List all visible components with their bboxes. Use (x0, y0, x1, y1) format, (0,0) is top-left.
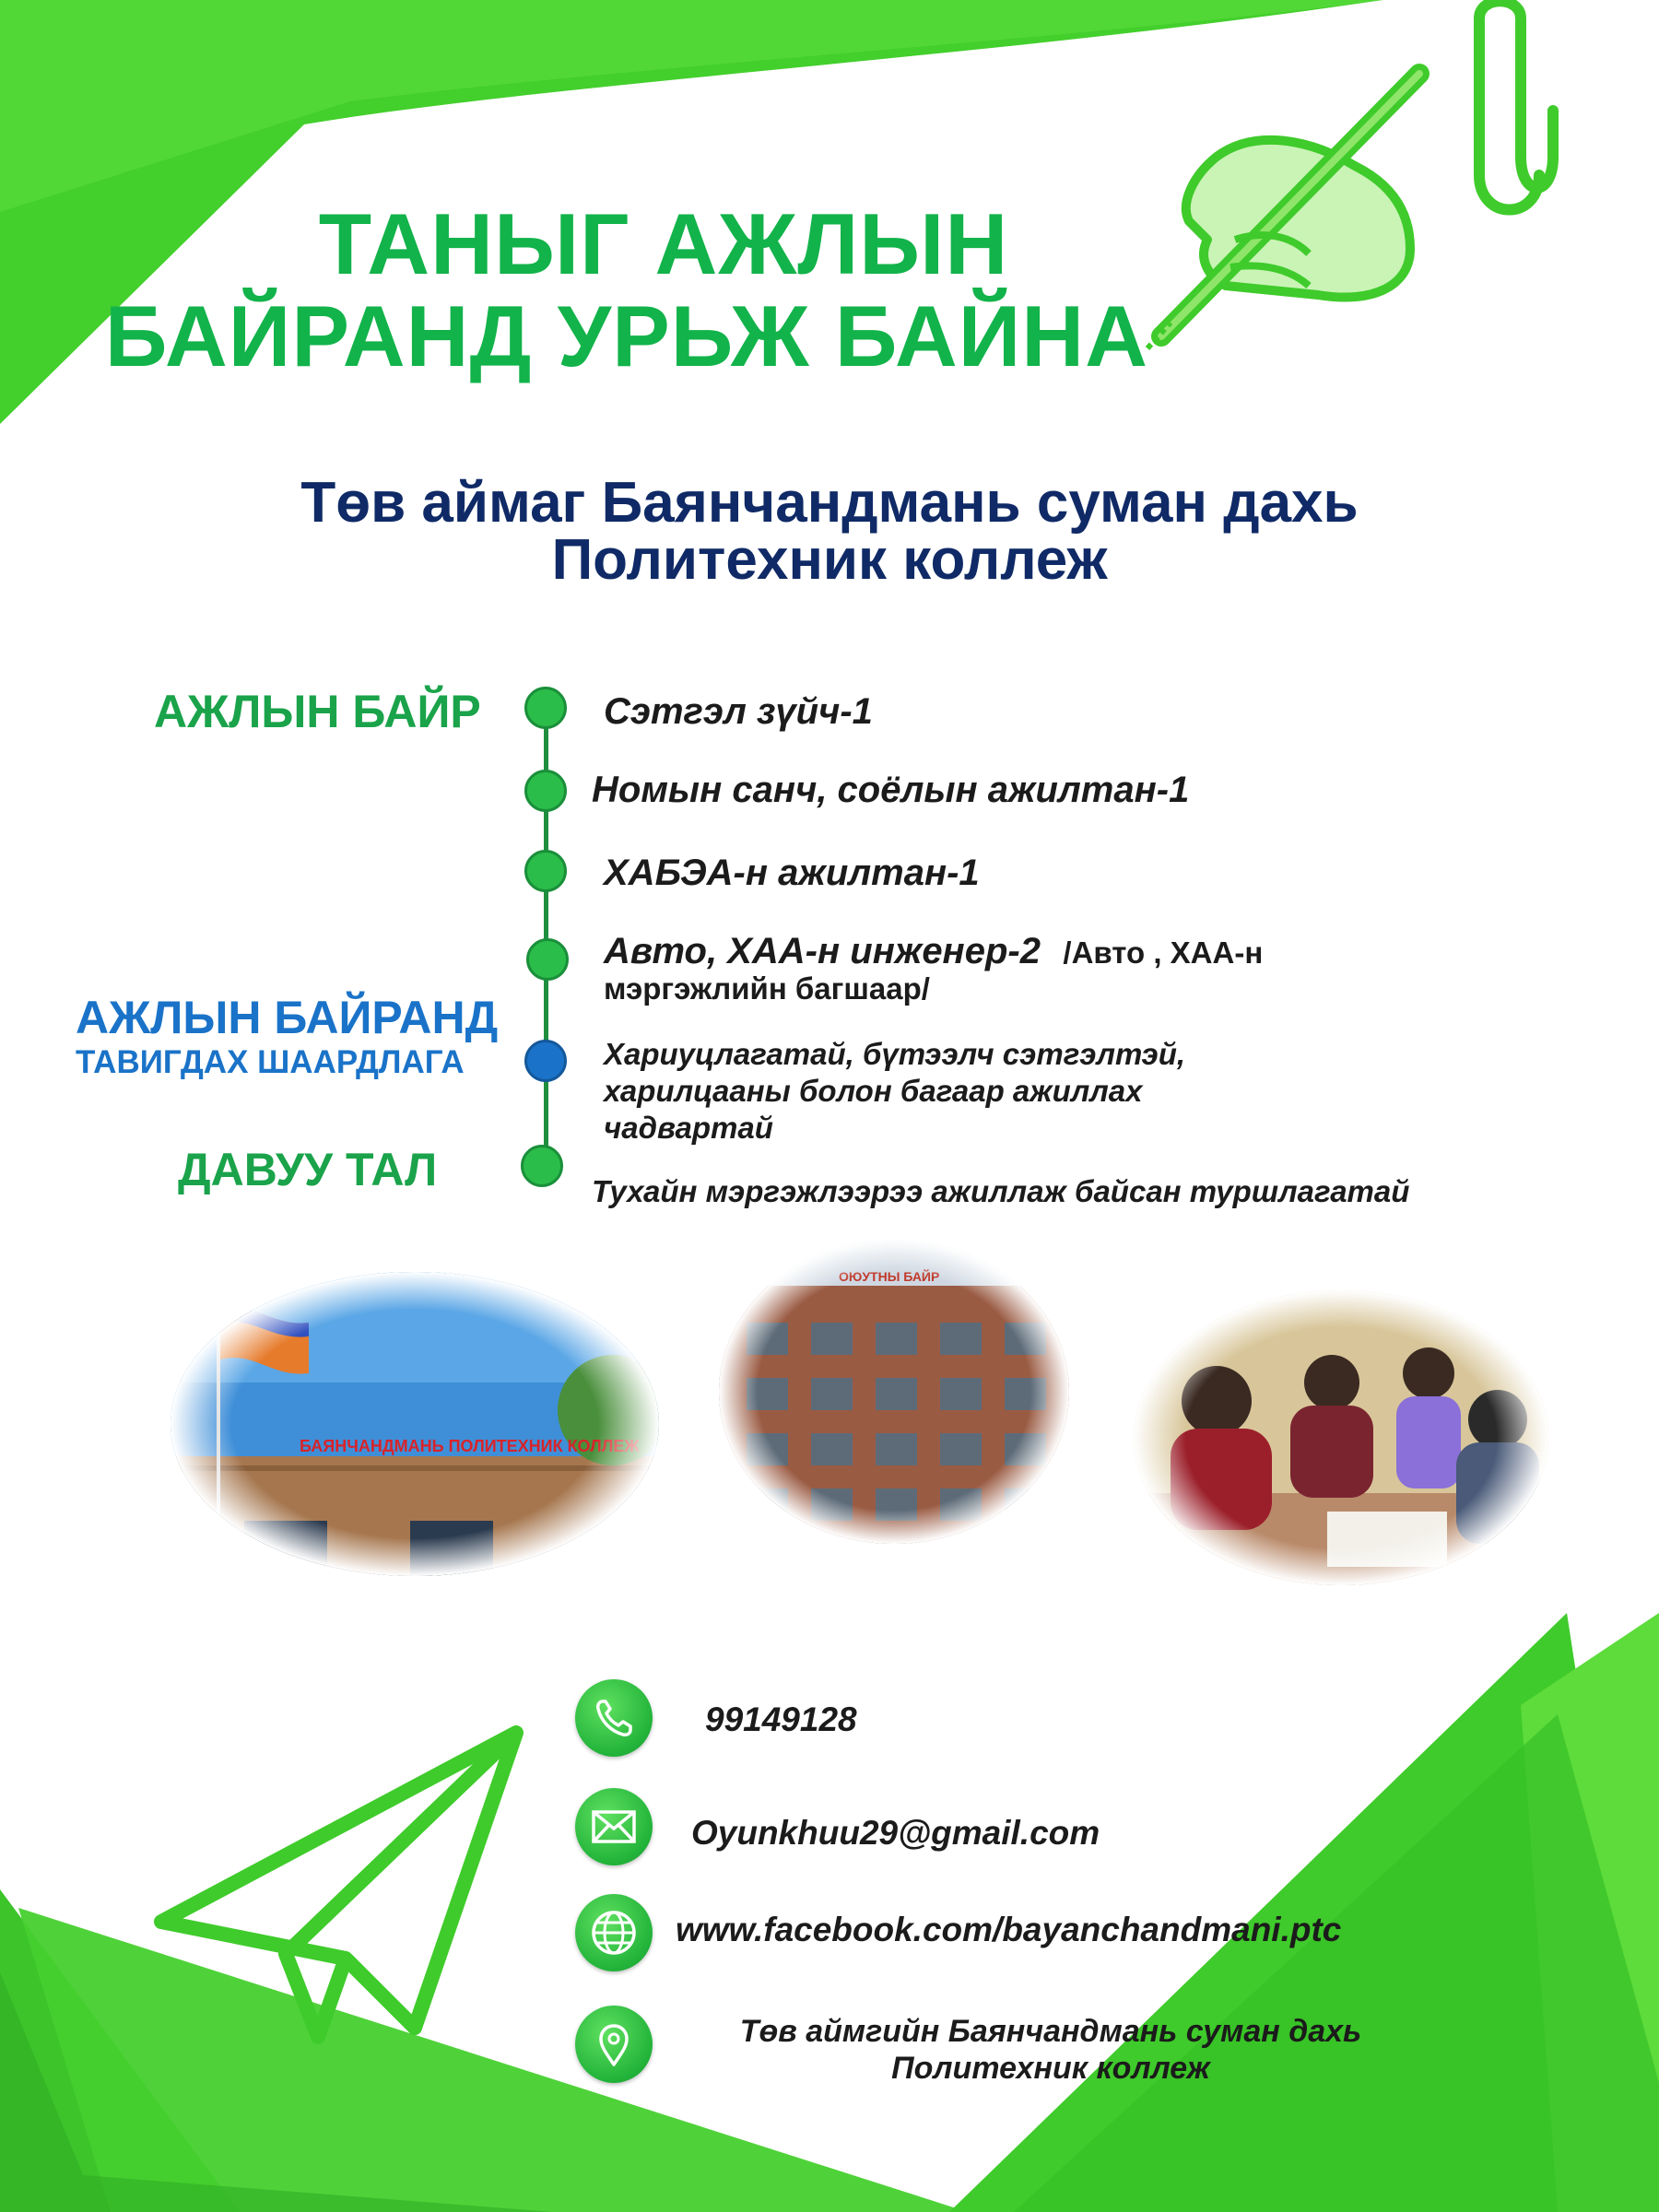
engineer-main: Авто, ХАА-н инженер-2 (604, 931, 1041, 971)
timeline-dot (524, 687, 567, 729)
college-building-photo (171, 1272, 659, 1576)
advantage-text: Тухайн мэргэжлээрээ ажиллаж байсан туршлагатай (592, 1174, 1410, 1208)
timeline-dot (524, 770, 567, 812)
requirement-line: харилцааны болон багаар ажиллах (604, 1074, 1143, 1108)
timeline-dot (521, 1145, 563, 1187)
position-item: Номын санч, соёлын ажилтан-1 (592, 770, 1190, 810)
paper-plane-icon (147, 1724, 535, 2046)
advantage-label: ДАВУУ ТАЛ (178, 1144, 438, 1195)
phone-number[interactable]: 99149128 (705, 1700, 857, 1738)
email-link[interactable]: Oyunkhuu29@gmail.com (691, 1814, 1100, 1852)
requirement-line: чадвартай (604, 1111, 773, 1145)
timeline-dot (524, 850, 567, 892)
requirement-line: Хариуцлагатай, бүтээлч сэтгэлтэй, (604, 1037, 1186, 1071)
requirements-label-line2: ТАВИГДАХ ШААРДЛАГА (76, 1044, 465, 1080)
organization-line1: Төв аймаг Баянчандмань суман дахь (300, 471, 1359, 535)
engineer-position (604, 931, 1263, 971)
phone-icon (575, 1679, 653, 1757)
engineer-note-line1: /Авто , ХАА-н (1063, 935, 1264, 970)
position-item: Сэтгэл зүйч-1 (604, 691, 873, 732)
positions-label: АЖЛЫН БАЙР (154, 686, 481, 737)
requirements-label-line1: АЖЛЫН БАЙРАНД (76, 992, 499, 1043)
timeline-dot (526, 938, 569, 981)
timeline-dot-blue (524, 1040, 567, 1082)
address-line1: Төв аймгийн Баянчандмань суман дахь (739, 2014, 1362, 2049)
globe-icon (575, 1894, 653, 1971)
mail-icon (575, 1788, 653, 1865)
location-pin-icon (575, 2006, 653, 2083)
facebook-link[interactable]: www.facebook.com/bayanchandmani.ptc (676, 1911, 1342, 1948)
dormitory-photo (719, 1240, 1069, 1544)
address-line2: Политехник коллеж (891, 2051, 1210, 2086)
position-item: ХАБЭА-н ажилтан-1 (604, 853, 980, 893)
headline-line1: ТАНЫГ АЖЛЫН (318, 195, 1009, 292)
students-photo (1134, 1290, 1548, 1585)
organization-line2: Политехник коллеж (551, 528, 1108, 592)
paperclip-icon (1452, 0, 1562, 221)
engineer-note-line2: мэргэжлийн багшаар/ (604, 971, 930, 1006)
headline-line2: БАЙРАНД УРЬЖ БАЙНА (104, 288, 1149, 384)
